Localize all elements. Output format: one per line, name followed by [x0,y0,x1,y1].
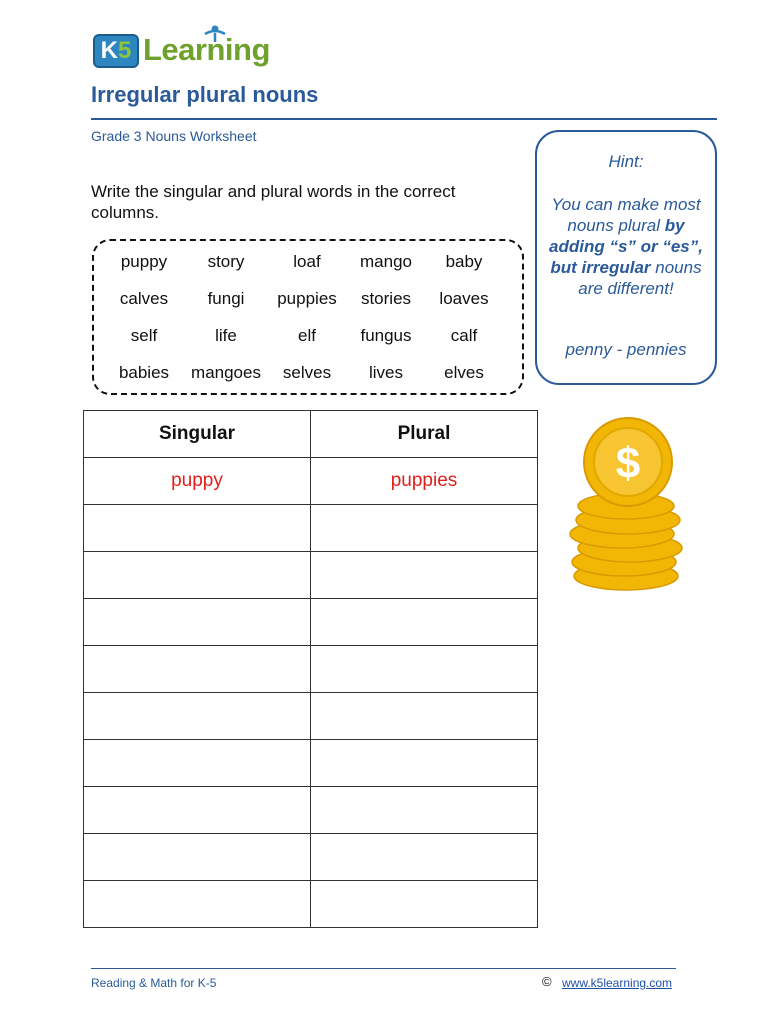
table-row [84,787,538,834]
logo-k: K [100,37,118,64]
page-subtitle: Grade 3 Nouns Worksheet [91,128,257,144]
footer-divider [91,968,676,969]
singular-answer-cell[interactable] [84,881,311,928]
singular-answer-cell[interactable] [84,834,311,881]
table-row [84,881,538,928]
singular-answer-cell[interactable] [84,646,311,693]
table-row [84,834,538,881]
word-bank-item: loaves [439,289,489,308]
plural-answer-cell[interactable] [311,881,538,928]
singular-answer-cell[interactable] [84,693,311,740]
singular-answer-cell[interactable] [84,787,311,834]
hint-line-1: You can make most nouns plural [551,195,701,235]
title-divider [91,118,717,120]
word-bank-item: mangoes [191,363,261,382]
hint-bold-text: by adding “s” or “es”, but irregular [549,216,703,277]
hint-title: Hint: [608,152,644,171]
word-bank-item: baby [445,252,483,271]
example-plural: puppies [311,458,538,505]
table-row [84,552,538,599]
word-bank-item: mango [360,252,412,271]
table-row-example [84,458,538,505]
plural-answer-cell[interactable] [311,693,538,740]
plural-answer-cell[interactable] [311,552,538,599]
hint-line-2: nouns are different! [578,258,702,298]
word-bank [92,239,524,395]
hint-body [547,194,705,299]
singular-header: Singular [84,411,311,458]
table-row [84,599,538,646]
word-bank-item: calf [450,326,478,345]
table-row [84,693,538,740]
table-row [84,740,538,787]
svg-text:$: $ [615,439,641,488]
k5-logo-box [93,34,139,68]
word-bank-item: lives [368,363,403,382]
plural-header: Plural [311,411,538,458]
singular-answer-cell[interactable] [84,740,311,787]
example-singular: puppy [84,458,311,505]
plural-answer-cell[interactable] [311,646,538,693]
logo-five: 5 [117,37,132,64]
word-bank-item: loaf [293,252,321,271]
word-bank-item: calves [119,289,169,308]
table-row [84,505,538,552]
hint-box [535,130,717,385]
word-bank-item: puppy [120,252,168,271]
hint-example: penny - pennies [565,340,687,359]
answer-table [83,410,538,928]
footer-copyright: © [542,974,552,989]
page-title: Irregular plural nouns [91,82,319,107]
word-bank-item: puppies [277,289,337,308]
footer-website-link[interactable]: www.k5learning.com [562,976,673,990]
instructions: Write the singular and plural words in the correct columns. [91,182,456,222]
table-header-row [84,411,538,458]
footer-tagline: Reading & Math for K-5 [91,976,217,990]
plural-answer-cell[interactable] [311,787,538,834]
plural-answer-cell[interactable] [311,834,538,881]
logo-figure-icon [200,24,230,46]
word-bank-item: elves [444,363,484,382]
word-bank-item: elf [298,326,316,345]
gold-coins-icon [568,416,688,596]
k5-learning-logo [93,30,270,74]
word-bank-item: selves [282,363,332,382]
table-row [84,646,538,693]
singular-answer-cell[interactable] [84,505,311,552]
word-bank-item: self [130,326,158,345]
singular-answer-cell[interactable] [84,599,311,646]
plural-answer-cell[interactable] [311,740,538,787]
word-bank-item: fungus [360,326,412,345]
answer-table-body [84,458,538,928]
logo-wordmark: Learning [143,32,270,67]
word-bank-item: life [215,326,237,345]
singular-answer-cell[interactable] [84,552,311,599]
word-bank-item: story [207,252,245,271]
word-bank-item: fungi [207,289,245,308]
word-bank-item: babies [118,363,170,382]
word-bank-item: stories [360,289,412,308]
plural-answer-cell[interactable] [311,599,538,646]
plural-answer-cell[interactable] [311,505,538,552]
